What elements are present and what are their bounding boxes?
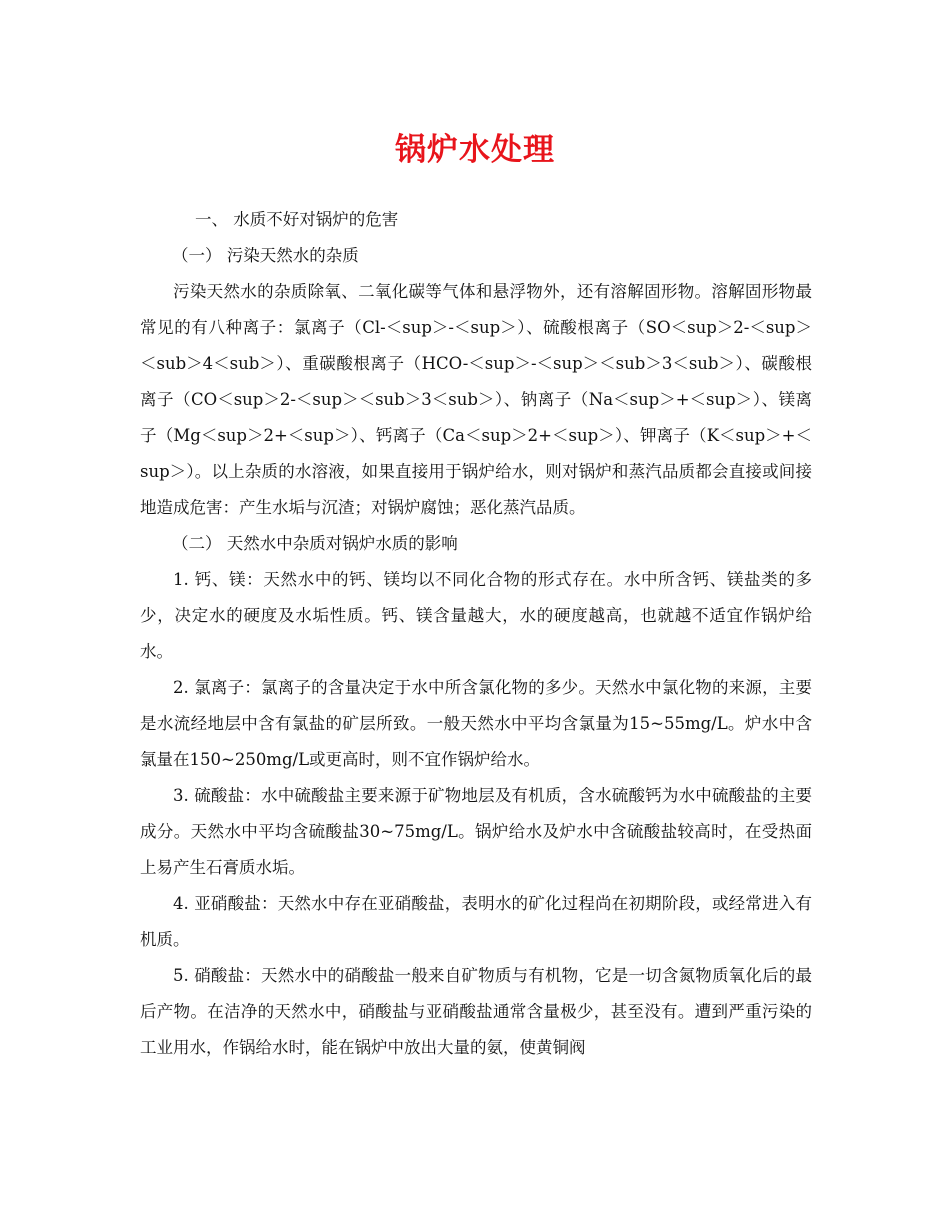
section-1-heading: （一） 污染天然水的杂质 bbox=[172, 246, 359, 265]
list-item-chloride: 2. 氯离子：氯离子的含量决定于水中所含氯化物的多少。天然水中氯化物的来源，主要是水流经地层中含有氯盐的矿层所致。一般天然水中平均含氯量为15~55mg/L。炉水中含氯量在150~250mg/L或更高时，则不宜作锅炉给水。 bbox=[140, 678, 812, 769]
document-body bbox=[140, 202, 812, 1066]
section-2-heading: （二） 天然水中杂质对锅炉水质的影响 bbox=[172, 534, 458, 553]
document-title: 锅炉水处理 bbox=[395, 132, 555, 168]
list-item-nitrite: 4. 亚硝酸盐：天然水中存在亚硝酸盐，表明水的矿化过程尚在初期阶段，或经常进入有机质。 bbox=[140, 894, 812, 949]
list-item-calcium-magnesium: 1. 钙、镁：天然水中的钙、镁均以不同化合物的形式存在。水中所含钙、镁盐类的多少，决定水的硬度及水垢性质。钙、镁含量越大，水的硬度越高，也就越不适宜作锅炉给水。 bbox=[140, 570, 812, 661]
heading-level-1: 一、 水质不好对锅炉的危害 bbox=[195, 210, 399, 229]
list-item-sulfate: 3. 硫酸盐：水中硫酸盐主要来源于矿物地层及有机质，含水硫酸钙为水中硫酸盐的主要成分。天然水中平均含硫酸盐30~75mg/L。锅炉给水及炉水中含硫酸盐较高时，在受热面上易产生石膏质水垢。 bbox=[140, 786, 812, 877]
section-1-paragraph: 污染天然水的杂质除氧、二氧化碳等气体和悬浮物外，还有溶解固形物。溶解固形物最常见的有八种离子：氯离子（Cl-＜sup＞-＜sup＞）、硫酸根离子（SO＜sup＞2-＜sup＞＜sub＞4＜sub＞）、重碳酸根离子（HCO-＜sup＞-＜sup＞＜sub＞3＜sub＞）、碳酸根离子（CO＜sup＞2-＜sup＞＜sub＞3＜sub＞）、钠离子（Na＜sup＞+＜sup＞）、镁离子（Mg＜sup＞2+＜sup＞）、钙离子（Ca＜sup＞2+＜sup＞）、钾离子（K＜sup＞+＜sup＞）。以上杂质的水溶液，如果直接用于锅炉给水，则对锅炉和蒸汽品质都会直接或间接地造成危害：产生水垢与沉渣；对锅炉腐蚀；恶化蒸汽品质。 bbox=[140, 282, 812, 517]
list-item-nitrate: 5. 硝酸盐：天然水中的硝酸盐一般来自矿物质与有机物，它是一切含氮物质氧化后的最后产物。在洁净的天然水中，硝酸盐与亚硝酸盐通常含量极少，甚至没有。遭到严重污染的工业用水，作锅给水时，能在锅炉中放出大量的氨，使黄铜阀 bbox=[140, 966, 812, 1057]
